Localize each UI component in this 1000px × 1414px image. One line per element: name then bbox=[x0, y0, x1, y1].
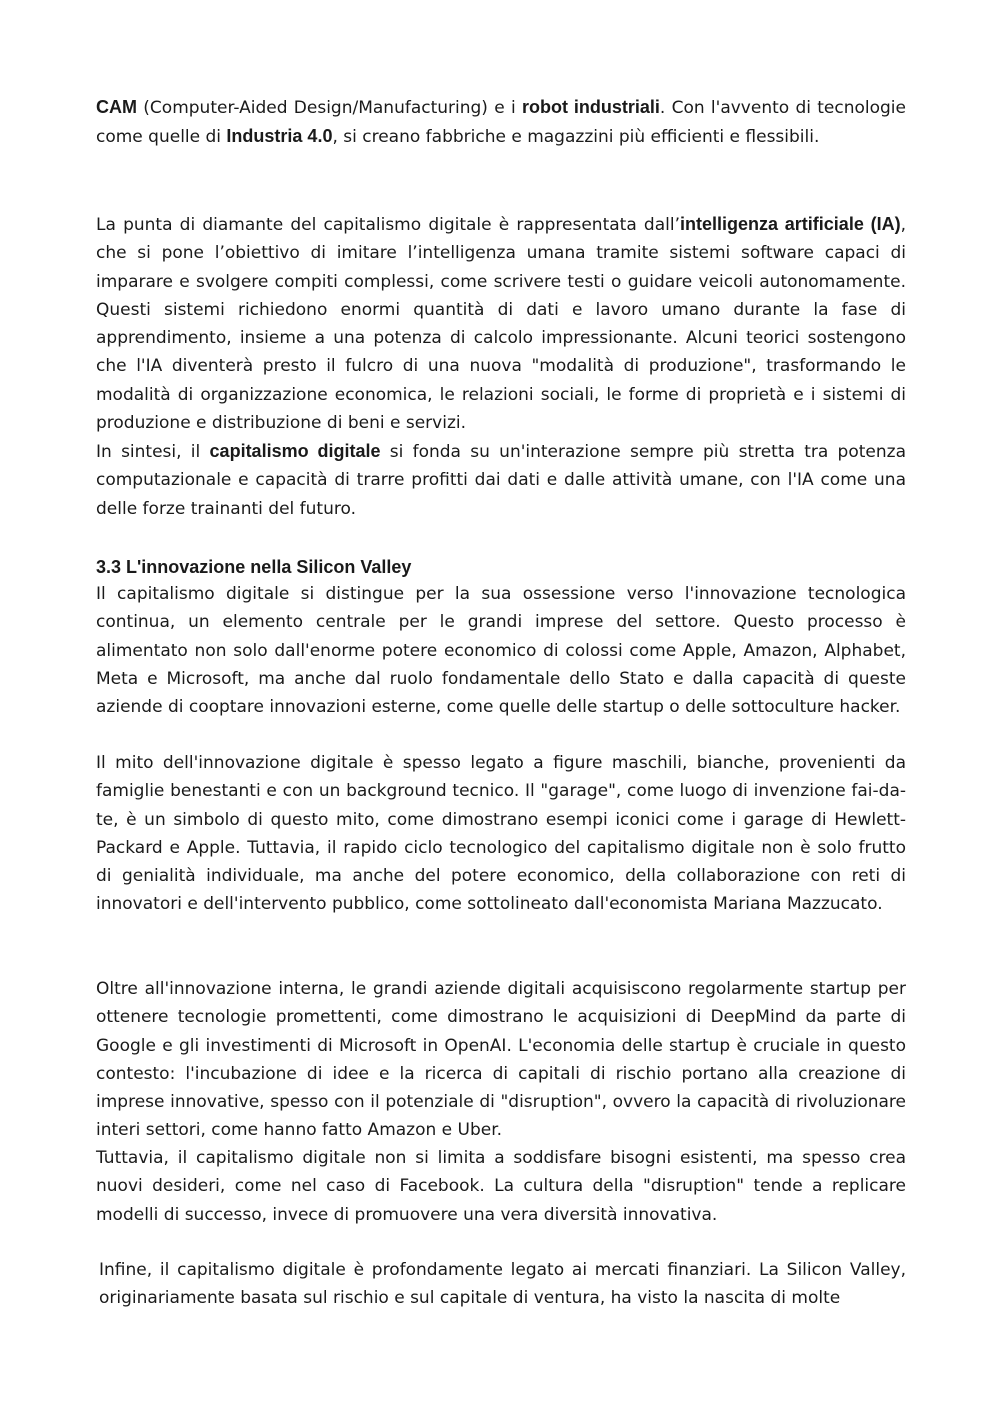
bold-term: Industria 4.0 bbox=[226, 126, 333, 147]
paragraph-text: . Con l'avvento di tecnologie come quelle di bbox=[96, 98, 906, 148]
paragraph-cam bbox=[96, 93, 906, 152]
paragraph-text: (Computer-Aided Design/Manufacturing) e i bbox=[137, 98, 522, 118]
paragraph-text: si fonda su un'interazione sempre più stretta tra potenza computazionale e capacità di trarre profitti dai dati e dalle attività umane, con l'IA come una delle forze trainanti del futuro. bbox=[96, 442, 906, 519]
bold-term: intelligenza artificiale (IA) bbox=[680, 214, 901, 234]
paragraph-summary bbox=[96, 437, 906, 523]
paragraph-finance: Infine, il capitalismo digitale è profondamente legato ai mercati finanziari. La Silicon Valley, originariamente basata sul rischio e sul capitale di ventura, ha visto la nascita di molte bbox=[99, 1260, 906, 1309]
bold-term: CAM bbox=[96, 97, 137, 117]
paragraph-text: La punta di diamante del capitalismo digitale è rappresentata dall’ bbox=[96, 215, 680, 235]
paragraph-desires: Tuttavia, il capitalismo digitale non si limita a soddisfare bisogni esistenti, ma spesso crea nuovi desideri, come nel caso di Facebook. La cultura della "disruption" tende a replicare modelli di successo, invece di promuovere una vera diversità innovativa. bbox=[96, 1148, 906, 1225]
section-heading: 3.3 L'innovazione nella Silicon Valley bbox=[96, 557, 412, 577]
paragraph-ai bbox=[96, 210, 906, 437]
paragraph-innovation: Il capitalismo digitale si distingue per la sua ossessione verso l'innovazione tecnologica continua, un elemento centrale per le grandi imprese del settore. Questo processo è alimentato non solo dall'enorme potere economico di colossi come Apple, Amazon, Alphabet, Meta e Microsoft, ma anche dal ruolo fondamentale dello Stato e dalla capacità di queste aziende di cooptare innovazioni esterne, come quelle delle startup o delle sottoculture hacker. bbox=[96, 584, 906, 718]
bold-term: robot industriali bbox=[522, 97, 660, 117]
paragraph-text: , che si pone l’obiettivo di imitare l’intelligenza umana tramite sistemi software capaci di imparare e svolgere compiti complessi, come scrivere testi o guidare veicoli autonomamente. Questi sistemi richiedono enormi quantità di dati e lavoro umano durante la fase di apprendimento, insieme a una potenza di calcolo impressionante. Alcuni teorici sostengono che l'IA diventerà presto il fulcro di una nuova "modalità di produzione", trasformando le modalità di organizzazione economica, le relazioni sociali, le forme di proprietà e i sistemi di produzione e distribuzione di beni e servizi. bbox=[96, 215, 907, 434]
paragraph-text: , si creano fabbriche e magazzini più efficienti e flessibili. bbox=[332, 127, 820, 148]
bold-term: capitalismo digitale bbox=[209, 441, 381, 461]
paragraph-myth: Il mito dell'innovazione digitale è spesso legato a figure maschili, bianche, provenienti da famiglie benestanti e con un background tecnico. Il "garage", come luogo di invenzione fai-da-te, è un simbolo di questo mito, come dimostrano esempi iconici come i garage di Hewlett-Packard e Apple. Tuttavia, il rapido ciclo tecnologico del capitalismo digitale non è solo frutto di genialità individuale, ma anche del potere economico, della collaborazione con reti di innovatori e dell'intervento pubblico, come sottolineato dall'economista Mariana Mazzucato. bbox=[96, 753, 906, 915]
paragraph-startups: Oltre all'innovazione interna, le grandi aziende digitali acquisiscono regolarmente startup per ottenere tecnologie promettenti, come dimostrano le acquisizioni di DeepMind da parte di Google e gli investimenti di Microsoft in OpenAI. L'economia delle startup è cruciale in questo contesto: l'incubazione di idee e la ricerca di capitali di rischio portano alla creazione di imprese innovative, spesso con il potenziale di "disruption", ovvero la capacità di rivoluzionare interi settori, come hanno fatto Amazon e Uber. bbox=[96, 979, 906, 1141]
paragraph-text: In sintesi, il bbox=[96, 442, 210, 462]
